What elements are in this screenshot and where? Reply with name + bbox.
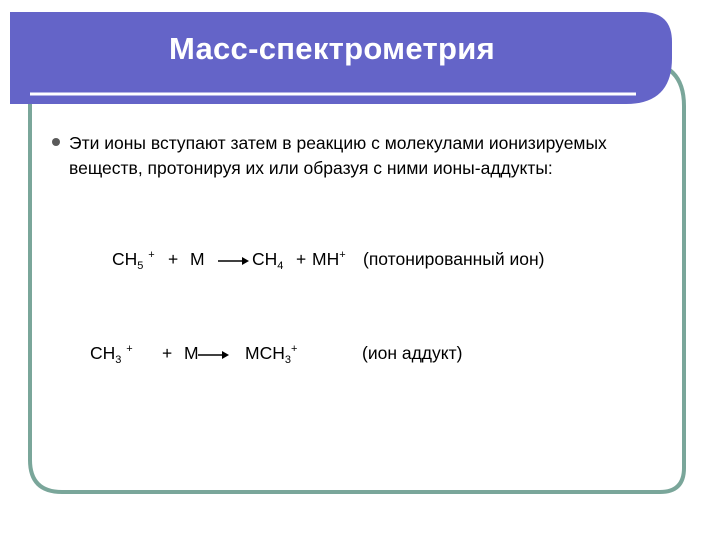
- eq1-reactant1-subscript: 5: [137, 260, 144, 272]
- eq1-product1-subscript: 4: [277, 260, 284, 272]
- eq2-reactant1: $CH_3$ +: [90, 343, 133, 366]
- eq2-reactant1-charge: +: [126, 343, 133, 355]
- eq2-reactant1-subscript: 3: [115, 354, 122, 366]
- eq2-plus: +: [162, 343, 173, 363]
- eq1-product2: MH+: [312, 249, 346, 269]
- slide-border: [30, 62, 684, 492]
- eq1-reactant1-charge: +: [148, 249, 155, 261]
- eq1-arrow: [216, 254, 250, 268]
- eq1-reactant2: M: [190, 249, 205, 269]
- eq2-reactant2: M: [184, 343, 199, 363]
- eq1-product2-charge: +: [339, 249, 346, 261]
- eq2-product-subscript: 3: [284, 354, 291, 366]
- eq2-product: $MCH_3^+$: [245, 343, 298, 366]
- eq2-product-charge: +: [290, 343, 298, 355]
- bullet-text: Эти ионы вступают затем в реакцию с молекулами ионизируемых веществ, протонируя их или образуя с ними ионы-аддукты:: [69, 133, 607, 178]
- bullet-point: [52, 138, 60, 146]
- eq2-note: (ион аддукт): [362, 343, 463, 363]
- bullet-item: [52, 131, 652, 181]
- eq1-plus: +: [168, 249, 179, 269]
- slide-title: Масс-спектрометрия: [168, 31, 496, 66]
- eq1-product1: $CH_4$: [252, 249, 284, 272]
- eq1-plus2: +: [296, 249, 307, 269]
- eq1-reactant1: $CH_5$ +: [112, 249, 155, 272]
- eq2-arrow: [196, 348, 230, 362]
- eq1-note: (потонированный ион): [363, 249, 545, 269]
